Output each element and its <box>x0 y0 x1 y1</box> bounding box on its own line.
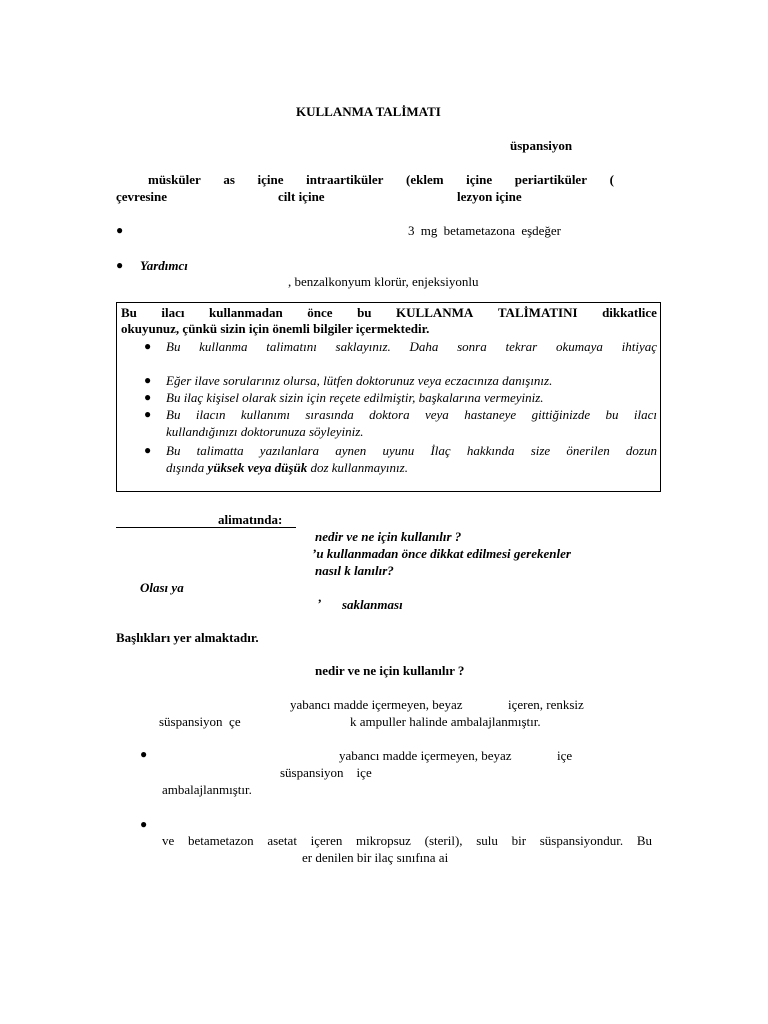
notice-word: ilacı <box>161 305 185 320</box>
toc-label: alimatında: <box>218 512 283 527</box>
route-word: içine <box>466 172 493 187</box>
toc-item-4: Olası ya <box>140 580 184 595</box>
section-1-b2-line-1: ve betametazon asetat içeren mikropsuz (steril), sulu bir süspansiyondur. Bu <box>162 833 652 848</box>
route-word: intraartiküler <box>306 172 384 187</box>
toc-footer: Başlıkları yer almaktadır. <box>116 630 259 645</box>
notice-bullet-5-line-2 <box>166 460 408 476</box>
route-word: müsküler <box>148 172 201 187</box>
section-1-b1-line-2: süspansiyon içe <box>280 765 372 780</box>
bullet-icon: ● <box>116 223 124 237</box>
routes-line-1 <box>148 172 614 188</box>
notice-bullet-2: Eğer ilave sorularınız olursa, lütfen doktorunuz veya eczacınıza danışınız. <box>166 373 553 388</box>
notice-bullet-1: Bu kullanma talimatını saklayınız. Daha sonra tekrar okumaya ihtiyaç <box>166 339 657 354</box>
bullet-icon: ● <box>144 373 152 387</box>
notice-bullet-3: Bu ilaç kişisel olarak sizin için reçete edilmiştir, başkalarına vermeyiniz. <box>166 390 544 405</box>
notice-bullet-5-bold: yüksek veya düşük <box>207 460 308 475</box>
excipients-label: Yardımcı <box>140 258 188 273</box>
document-title: KULLANMA TALİMATI <box>296 104 441 119</box>
notice-word: Bu <box>121 305 137 320</box>
bullet-icon: ● <box>144 443 152 457</box>
route-word: ( <box>609 172 614 187</box>
route-word: as <box>223 172 235 187</box>
bullet-icon: ● <box>116 258 124 272</box>
section-1-p1-line-1: yabancı madde içermeyen, beyaz içeren, renksiz <box>290 697 584 712</box>
toc-item-5: saklanması <box>342 597 403 612</box>
toc-item-2: ’u kullanmadan önce dikkat edilmesi gerekenler <box>312 546 571 561</box>
route-word: içine <box>257 172 284 187</box>
notice-bullet-5-post: doz kullanmayınız. <box>307 460 408 475</box>
section-1-heading: nedir ve ne için kullanılır ? <box>315 663 465 678</box>
bullet-icon: ● <box>144 390 152 404</box>
routes-line-2c: lezyon içine <box>457 189 522 204</box>
bullet-icon: ● <box>144 339 152 353</box>
active-substance: 3 mg betametazona eşdeğer <box>408 223 562 238</box>
bullet-icon: ● <box>140 747 148 761</box>
route-word: (eklem <box>406 172 444 187</box>
notice-bullet-5-line-1: Bu talimatta yazılanlara aynen uyunu İlaç hakkında size önerilen dozun <box>166 443 657 458</box>
excipients-text: , benzalkonyum klorür, enjeksiyonlu <box>288 274 479 289</box>
section-1-b2-line-2: er denilen bir ilaç sınıfına ai <box>302 850 449 865</box>
notice-word: dikkatlice <box>602 305 657 320</box>
suspension-heading: üspansiyon <box>510 138 573 153</box>
notice-word: KULLANMA <box>396 305 474 320</box>
section-1-p1-line-2a: süspansiyon çe <box>159 714 241 729</box>
notice-word: TALİMATINI <box>497 305 578 320</box>
notice-word: kullanmadan <box>209 305 283 320</box>
toc-item-5-mark: ’ <box>317 596 322 611</box>
toc-item-3: nasıl k lanılır? <box>315 563 394 578</box>
notice-bullet-5-pre: dışında <box>166 460 208 475</box>
bullet-icon: ● <box>144 407 152 421</box>
section-1-b1-line-1: yabancı madde içermeyen, beyaz içe <box>339 748 573 763</box>
toc-item-1: nedir ve ne için kullanılır ? <box>315 529 462 544</box>
notice-word: önce <box>307 305 333 320</box>
bullet-icon: ● <box>140 817 148 831</box>
notice-intro-line-1 <box>121 305 657 321</box>
notice-intro-line-2: okuyunuz, çünkü sizin için önemli bilgiler içermektedir. <box>121 321 430 336</box>
route-word: periartiküler <box>514 172 587 187</box>
notice-bullet-4-line-1: Bu ilacın kullanımı sırasında doktora veya hastaneye gittiğinizde bu ilacı <box>166 407 657 422</box>
section-1-b1-line-3: ambalajlanmıştır. <box>162 782 252 797</box>
routes-line-2b: cilt içine <box>278 189 325 204</box>
routes-line-2a: çevresine <box>116 189 168 204</box>
notice-bullet-4-line-2: kullandığınızı doktorunuza söyleyiniz. <box>166 424 364 439</box>
notice-word: bu <box>357 305 372 320</box>
section-1-p1-line-2b: k ampuller halinde ambalajlanmıştır. <box>350 714 541 729</box>
